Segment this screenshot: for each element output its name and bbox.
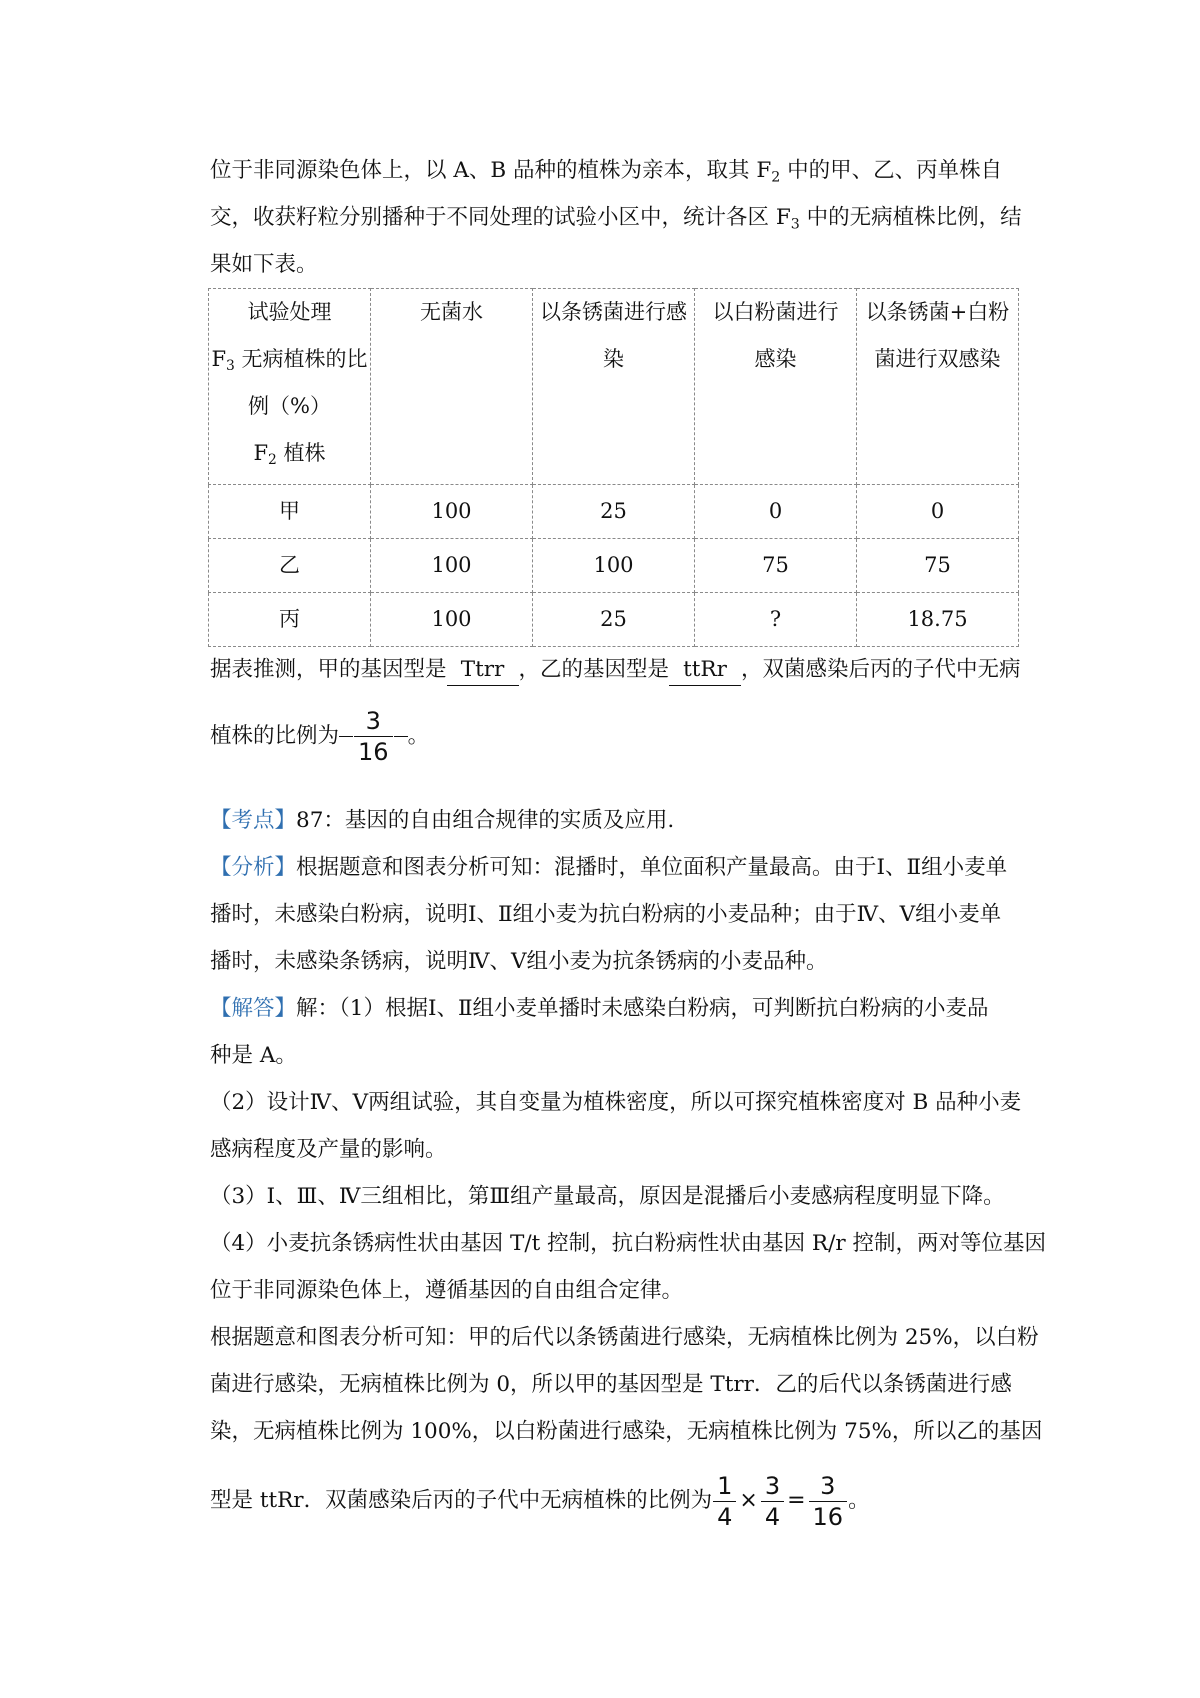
table-row: [209, 485, 1019, 539]
header-text: 以条锈菌进行感: [540, 300, 687, 324]
header-text: 以白粉菌进行: [712, 300, 839, 324]
equals-sign: =: [787, 1488, 806, 1513]
answer-genotype-yi: [669, 655, 741, 686]
corner-label-f3: [209, 336, 370, 383]
header-text: 菌进行双感染: [874, 347, 1001, 371]
table-cell: ?: [695, 593, 857, 647]
jieda-line-9: 菌进行感染，无病植株比例为 0，所以甲的基因型是 Ttrr．乙的后代以条锈菌进行感: [210, 1372, 1012, 1397]
intro-text: 中的甲、乙、丙单株自: [780, 158, 1003, 183]
table-cell: 0: [857, 485, 1019, 539]
subscript: 3: [226, 358, 235, 375]
header-text: 以条锈菌+白粉: [865, 300, 1010, 324]
fraction-numerator: 3: [764, 1471, 781, 1500]
fraction-numerator: 3: [365, 707, 381, 735]
table-header-row: [209, 289, 1019, 485]
question-text: ，乙的基因型是: [518, 657, 670, 682]
fraction-one-quarter: [713, 1471, 736, 1532]
corner-text: F: [211, 347, 227, 371]
fraction-denominator: 4: [761, 1501, 784, 1532]
table-cell: 75: [695, 539, 857, 593]
answer-fraction: [354, 706, 393, 767]
jieda-text: 解：（1）根据Ⅰ、Ⅱ组小麦单播时未感染白粉病，可判断抗白粉病的小麦品: [296, 996, 989, 1021]
row-label-cell: 甲: [209, 485, 371, 539]
header-text: 无菌水: [420, 300, 483, 324]
table-cell: 25: [533, 485, 695, 539]
fraction-denominator: 4: [713, 1501, 736, 1532]
multiply-sign: ×: [739, 1488, 758, 1513]
intro-text: 中的无病植株比例，结: [799, 205, 1022, 230]
table-cell: 18.75: [857, 593, 1019, 647]
jieda-tag: 【解答】: [210, 996, 297, 1021]
question-line-2: [210, 706, 1030, 767]
table-cell: 100: [371, 485, 533, 539]
kaodian-tag: 【考点】: [210, 808, 297, 833]
intro-line-3: 果如下表。: [210, 252, 318, 277]
header-text: 感染: [754, 347, 797, 371]
jieda-text: 型是 ttRr．双菌感染后丙的子代中无病植株的比例为: [210, 1488, 713, 1513]
question-text: ，双菌感染后丙的子代中无病: [741, 657, 1021, 682]
corner-label-percent: 例（%）: [248, 394, 331, 418]
table-cell: 100: [533, 539, 695, 593]
fraction-numerator: 3: [820, 1471, 836, 1500]
fenxi-text: 根据题意和图表分析可知：混播时，单位面积产量最高。由于Ⅰ、Ⅱ组小麦单: [296, 855, 1008, 880]
fenxi-tag: 【分析】: [210, 855, 297, 880]
jieda-line-2: 种是 A。: [210, 1043, 297, 1068]
subscript: 2: [268, 452, 277, 469]
intro-line-1: [210, 156, 1030, 186]
corner-text: F: [253, 441, 269, 465]
fenxi-line-2: 播时，未感染白粉病，说明Ⅰ、Ⅱ组小麦为抗白粉病的小麦品种；由于Ⅳ、Ⅴ组小麦单: [210, 902, 1002, 927]
header-text: 染: [603, 347, 624, 371]
answer-genotype-jia: [447, 655, 519, 686]
kaodian-text: 87：基因的自由组合规律的实质及应用.: [296, 808, 675, 833]
table-cell: 100: [371, 539, 533, 593]
jieda-line-11: [210, 1466, 1030, 1536]
fraction-three-quarters: [761, 1471, 784, 1532]
header-cell: [533, 289, 695, 485]
header-cell: [695, 289, 857, 485]
intro-line-2: [210, 203, 1030, 233]
corner-text: 无病植株的比: [234, 347, 368, 371]
fraction-result: [809, 1471, 848, 1532]
jieda-line-5: （3）Ⅰ、Ⅲ、Ⅳ三组相比，第Ⅲ组产量最高，原因是混播后小麦感病程度明显下降。: [210, 1184, 1005, 1209]
question-line-1: [210, 655, 1030, 686]
subscript: 2: [771, 169, 781, 186]
table-row: [209, 539, 1019, 593]
row-label-cell: 丙: [209, 593, 371, 647]
table-cell: 0: [695, 485, 857, 539]
fraction-denominator: 16: [809, 1501, 848, 1532]
fenxi-line-3: 播时，未感染条锈病，说明Ⅳ、Ⅴ组小麦为抗条锈病的小麦品种。: [210, 949, 828, 974]
table-cell: 75: [857, 539, 1019, 593]
answer-text: ttRr: [683, 657, 727, 682]
jieda-line-7: 位于非同源染色体上，遵循基因的自由组合定律。: [210, 1278, 684, 1303]
row-label-cell: 乙: [209, 539, 371, 593]
jieda-text: 。: [848, 1488, 870, 1513]
header-cell: [371, 289, 533, 485]
intro-text: 交，收获籽粒分别播种于不同处理的试验小区中，统计各区 F: [210, 205, 791, 230]
corner-label-treatment: 试验处理: [247, 300, 332, 324]
corner-label-f2: [209, 430, 370, 477]
results-table: [208, 288, 1019, 647]
answer-underline: [394, 736, 408, 737]
table-cell: 25: [533, 593, 695, 647]
jieda-line-4: 感病程度及产量的影响。: [210, 1137, 447, 1162]
answer-underline: [339, 736, 353, 737]
jieda-line-1: [210, 994, 1030, 1024]
header-cell: [857, 289, 1019, 485]
jieda-line-10: 染，无病植株比例为 100%，以白粉菌进行感染，无病植株比例为 75%，所以乙的基因: [210, 1419, 1043, 1444]
table-cell: 100: [371, 593, 533, 647]
table-row: [209, 593, 1019, 647]
question-text: 。: [407, 723, 430, 749]
jieda-line-6: （4）小麦抗条锈病性状由基因 T/t 控制，抗白粉病性状由基因 R/r 控制，两对等位基因: [210, 1231, 1046, 1256]
fraction-denominator: 16: [354, 736, 393, 767]
corner-header-cell: [209, 289, 371, 485]
answer-text: Ttrr: [460, 657, 505, 682]
jieda-line-3: （2）设计Ⅳ、Ⅴ两组试验，其自变量为植株密度，所以可探究植株密度对 B 品种小麦: [210, 1090, 1022, 1115]
kaodian-line: [210, 806, 1030, 836]
jieda-line-8: 根据题意和图表分析可知：甲的后代以条锈菌进行感染，无病植株比例为 25%，以白粉: [210, 1325, 1039, 1350]
intro-text: 位于非同源染色体上，以 A、B 品种的植株为亲本，取其 F: [210, 158, 772, 183]
corner-text: 植株: [276, 441, 326, 465]
question-text: 植株的比例为: [210, 723, 340, 749]
subscript: 3: [790, 216, 800, 233]
fenxi-line-1: [210, 853, 1030, 883]
fraction-numerator: 1: [717, 1471, 733, 1500]
question-text: 据表推测，甲的基因型是: [210, 657, 447, 682]
